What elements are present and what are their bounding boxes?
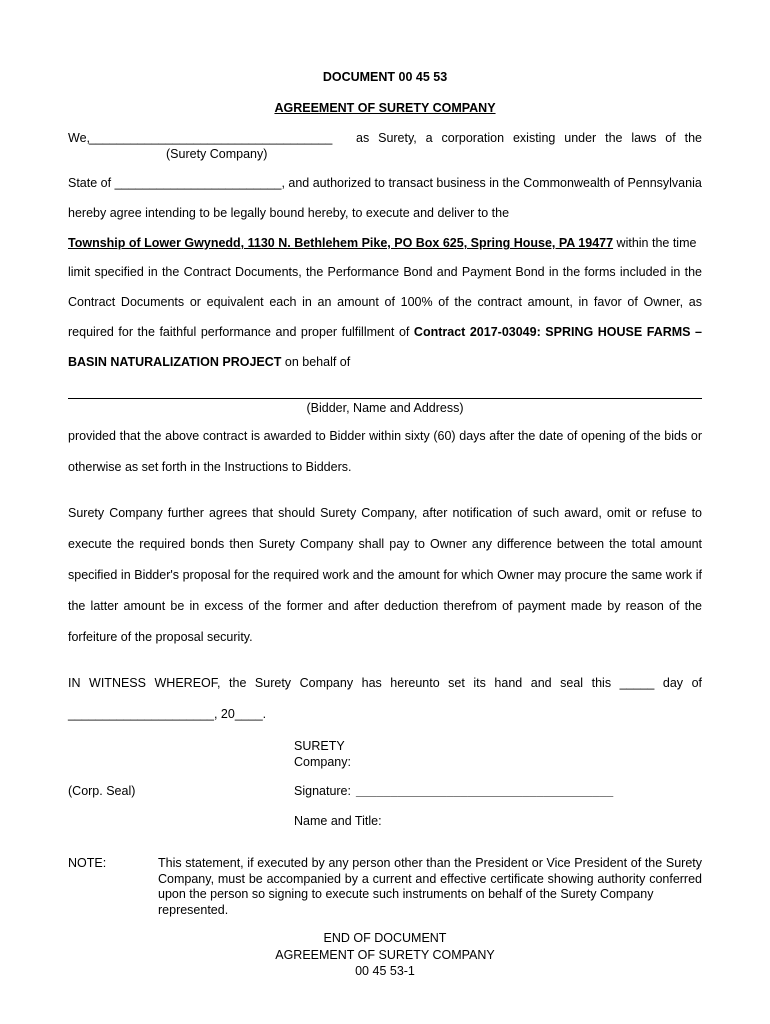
note-text-last: represented.: [158, 902, 229, 917]
we-label: We,: [68, 131, 90, 145]
witness-line: IN WITNESS WHEREOF, the Surety Company has hereunto set its hand and seal this _____ day of: [68, 676, 702, 690]
note-text-body: This statement, if executed by any person other than the President or Vice President of the Surety Company, must be accompanied by a current and effective certificate showing authority conferred upon the person so signing to execute such instruments on behalf of the Surety Company: [158, 856, 702, 901]
contract-docs-line-1: limit specified in the Contract Documents, the Performance Bond and Payment Bond in the forms included in the: [68, 265, 702, 279]
note-text: [158, 856, 702, 918]
state-label: State of: [68, 176, 112, 190]
signature-label: Signature:: [294, 784, 351, 798]
surety-company-blank[interactable]: ___________________________________: [89, 131, 333, 145]
document-title: AGREEMENT OF SURETY COMPANY: [274, 101, 496, 115]
corp-seal-label: (Corp. Seal): [68, 784, 136, 798]
surety-label: SURETY: [294, 739, 345, 753]
project-rest: on behalf of: [281, 355, 351, 369]
owner-rest: within the time: [613, 236, 697, 250]
contract-line-start: required for the faithful performance and proper fulfillment of: [68, 325, 414, 339]
note-label: NOTE:: [68, 856, 107, 870]
bidder-caption: (Bidder, Name and Address): [306, 401, 464, 415]
state-blank[interactable]: ________________________: [114, 176, 282, 190]
project-line: [68, 355, 350, 369]
witness-date-line[interactable]: _____________________, 20____.: [68, 707, 267, 721]
further-agrees-line-1: Surety Company further agrees that should Surety Company, after notification of such award, omit or refuse to: [68, 506, 702, 520]
contract-docs-line-2: Contract Documents or equivalent each in an amount of 100% of the contract amount, in favor of Owner, as: [68, 295, 702, 309]
contract-line: [68, 325, 702, 339]
company-label: Company:: [294, 755, 351, 769]
owner-line: [68, 236, 696, 250]
instructions-line: otherwise as set forth in the Instructions to Bidders.: [68, 460, 352, 474]
name-and-title-label: Name and Title:: [294, 814, 382, 828]
end-of-document: END OF DOCUMENT: [323, 931, 447, 945]
page-number: 00 45 53-1: [355, 964, 415, 978]
document-number: DOCUMENT 00 45 53: [322, 70, 448, 84]
contract-number: Contract 2017-03049: SPRING HOUSE FARMS –: [413, 325, 702, 339]
agree-line: hereby agree intending to be legally bound hereby, to execute and deliver to the: [68, 206, 510, 220]
state-rest: , and authorized to transact business in the Commonwealth of Pennsylvania: [281, 176, 702, 190]
signature-blank[interactable]: _____________________________________: [356, 784, 614, 798]
project-name: BASIN NATURALIZATION PROJECT: [68, 355, 282, 369]
owner-name: Township of Lower Gwynedd, 1130 N. Bethlehem Pike, PO Box 625, Spring House, PA 19477: [68, 236, 614, 250]
further-agrees-line-5: forfeiture of the proposal security.: [68, 630, 253, 644]
further-agrees-line-4: the latter amount be in excess of the former and after deduction therefrom of payment made by reason of the: [68, 599, 702, 613]
bidder-signature-line[interactable]: [68, 398, 702, 399]
further-agrees-line-2: execute the required bonds then Surety Company shall pay to Owner any difference between the total amount: [68, 537, 702, 551]
surety-company-caption: (Surety Company): [166, 147, 268, 161]
state-line: [68, 176, 702, 190]
further-agrees-line-3: specified in Bidder's proposal for the required work and the amount for which Owner may procure the same work if: [68, 568, 702, 582]
awarded-line: provided that the above contract is awarded to Bidder within sixty (60) days after the date of opening of the bids or: [68, 429, 702, 443]
footer-title: AGREEMENT OF SURETY COMPANY: [275, 948, 495, 962]
as-surety-text: as Surety, a corporation existing under the laws of the: [356, 131, 702, 145]
